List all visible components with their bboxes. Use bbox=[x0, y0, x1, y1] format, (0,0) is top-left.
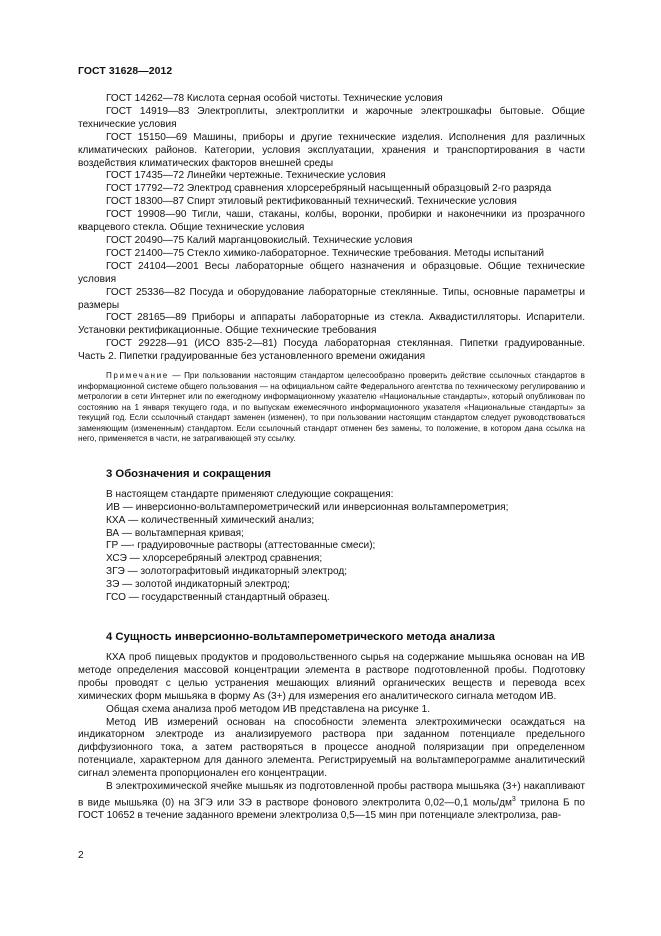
reference-item: ГОСТ 28165—89 Приборы и аппараты лабораторные из стекла. Аквадистилляторы. Испарители. Установки ректификационные. Общие технические требования bbox=[78, 312, 585, 337]
document-body bbox=[78, 93, 585, 823]
normative-references-list bbox=[78, 93, 585, 364]
reference-item: ГОСТ 25336—82 Посуда и оборудование лабораторные стеклянные. Типы, основные параметры и размеры bbox=[78, 286, 585, 311]
abbreviation-item: ИВ — инверсионно-вольтамперометрический или инверсионная вольтамперометрия; bbox=[106, 501, 509, 513]
abbreviation-item: ЗГЭ — золотографитовый индикаторный электрод; bbox=[106, 566, 348, 578]
note-label: Примечание bbox=[106, 371, 169, 381]
reference-item: ГОСТ 20490—75 Калий марганцовокислый. Технические условия bbox=[106, 234, 413, 246]
section-4-paragraph bbox=[78, 781, 585, 823]
reference-item: ГОСТ 18300—87 Спирт этиловый ректификованный технический. Технические условия bbox=[106, 196, 517, 208]
note-text: — При пользовании настоящим стандартом целесообразно проверить действие ссылочных стандартов в информационной системе общего пользования — на официальном сайте Федерального агентства по техническому регулированию и метрологии в сети Интернет или по ежегодному информационному указателю «Национальные стандарты», который опубликован по состоянию на 1 января текущего года, и по выпускам ежемесячного информационного указателя «Национальные стандарты» за текущий год. Если ссылочный стандарт заменен (изменен), то при пользовании настоящим стандартом следует руководствоваться заменяющим (измененным) стандартом. Если ссылочный стандарт отменен без замены, то положение, в котором дана ссылка на него, применяется в части, не затрагивающей эту ссылку. bbox=[78, 371, 585, 444]
reference-item: ГОСТ 19908—90 Тигли, чаши, стаканы, колбы, воронки, пробирки и наконечники из прозрачного кварцевого стекла. Общие технические условия bbox=[78, 209, 585, 234]
section-3-intro: В настоящем стандарте применяют следующие сокращения: bbox=[106, 488, 394, 500]
paragraph-text: В электрохимической ячейке мышьяк из подготовленной пробы раствора мышьяка (3+) накапливают в виде мышьяка (0) на ЗГЭ или ЗЭ в растворе фонового электролита 0,02—0,1 моль/дм bbox=[78, 781, 585, 809]
page-number: 2 bbox=[78, 850, 84, 861]
section-4-paragraph: Метод ИВ измерений основан на способности элемента электрохимически осаждаться на индикаторном электроде из анализируемого раствора при заданном потенциале предельного диффузионного тока, а затем растворяться в процессе анодной поляризации при определенном потенциале, характерном для данного элемента. Регистрируемый на вольтамперограмме аналитический сигнал элемента пропорционален его концентрации. bbox=[78, 716, 585, 780]
abbreviation-item: ЗЭ — золотой индикаторный электрод; bbox=[106, 579, 290, 591]
reference-item: ГОСТ 29228—91 (ИСО 835-2—81) Посуда лабораторная стеклянная. Пипетки градуированные. Часть 2. Пипетки градуированные без установленного времени ожидания bbox=[78, 338, 585, 363]
section-4-paragraph: КХА проб пищевых продуктов и продовольственного сырья на содержание мышьяка основан на ИВ методе определения массовой концентрации элемента в растворе подготовленной пробы. Подготовку пробы проводят с целью устранения мешающих влияний органических веществ и перевода всех химических форм мышьяка в форму As (3+) для измерения его аналитического сигнала методом ИВ. bbox=[78, 652, 585, 702]
abbreviation-item: ХСЭ — хлорсеребряный электрод сравнения; bbox=[106, 553, 323, 565]
abbreviation-item: ГСО — государственный стандартный образец. bbox=[106, 592, 330, 604]
section-4-title: 4 Сущность инверсионно-вольтамперометрического метода анализа bbox=[106, 631, 495, 644]
note-paragraph bbox=[78, 371, 585, 445]
abbreviation-item: ВА — вольтамперная кривая; bbox=[106, 527, 244, 539]
reference-item: ГОСТ 15150—69 Машины, приборы и другие технические изделия. Исполнения для различных климатических районов. Категории, условия эксплуатации, хранения и транспортирования в части воздействия климатических факторов внешней среды bbox=[78, 131, 585, 169]
abbreviation-item: ГР —- градуировочные растворы (аттестованные смеси); bbox=[106, 540, 376, 552]
abbreviation-item: КХА — количественный химический анализ; bbox=[106, 514, 315, 526]
document-header: ГОСТ 31628—2012 bbox=[78, 66, 173, 77]
section-4-paragraph: Общая схема анализа проб методом ИВ представлена на рисунке 1. bbox=[106, 703, 431, 715]
reference-item: ГОСТ 17435—72 Линейки чертежные. Технические условия bbox=[106, 170, 386, 182]
superscript: 3 bbox=[511, 795, 516, 803]
section-3-title: 3 Обозначения и сокращения bbox=[106, 467, 271, 480]
reference-item: ГОСТ 24104—2001 Весы лабораторные общего назначения и образцовые. Общие технические условия bbox=[78, 260, 585, 285]
abbreviations-list bbox=[78, 502, 585, 605]
reference-item: ГОСТ 17792—72 Электрод сравнения хлорсеребряный насыщенный образцовый 2-го разряда bbox=[106, 183, 552, 195]
reference-item: ГОСТ 14919—83 Электроплиты, электроплитки и жарочные электрошкафы бытовые. Общие технические условия bbox=[78, 105, 585, 130]
paragraph-text: трилона Б по ГОСТ 10652 в течение заданного времени электролиза 0,5—15 мин при потенциале электролиза, рав- bbox=[78, 797, 585, 822]
reference-item: ГОСТ 21400—75 Стекло химико-лабораторное. Технические требования. Методы испытаний bbox=[106, 247, 545, 259]
reference-item: ГОСТ 14262—78 Кислота серная особой чистоты. Технические условия bbox=[106, 93, 443, 104]
